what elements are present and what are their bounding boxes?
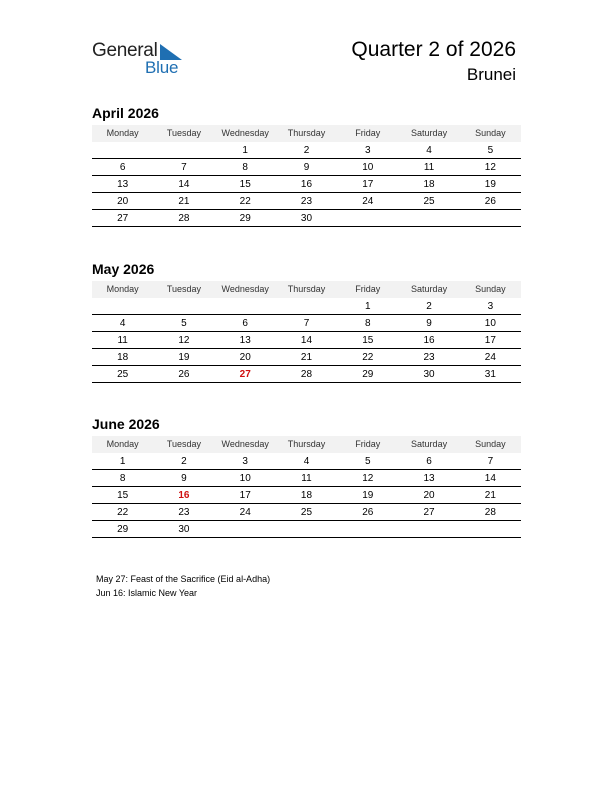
day-cell (460, 210, 521, 227)
day-cell: 2 (426, 301, 432, 312)
day-cell (398, 521, 459, 538)
weekday-label: Sunday (475, 284, 506, 294)
day-cell: 25 (300, 507, 313, 518)
day-cell: 30 (178, 524, 190, 535)
day-cell: 8 (119, 473, 126, 484)
day-cell (337, 521, 398, 538)
day-cell: 14 (484, 473, 496, 484)
day-cell: 2 (303, 145, 310, 156)
week-row (92, 193, 521, 210)
day-cell: 26 (178, 369, 190, 380)
weekday-label: Sunday (475, 128, 506, 138)
month-calendar (92, 414, 521, 538)
day-cell: 18 (117, 352, 129, 363)
day-cell: 21 (484, 490, 496, 501)
month-calendar (92, 103, 521, 227)
weekday-label: Friday (355, 284, 381, 294)
day-cell: 11 (301, 473, 312, 484)
day-cell: 3 (487, 301, 494, 312)
day-cell: 6 (242, 318, 248, 329)
day-cell (215, 298, 276, 315)
day-cell: 3 (365, 145, 371, 156)
day-cell: 10 (484, 318, 496, 329)
day-cell: 5 (365, 456, 371, 467)
day-cell: 24 (362, 196, 374, 207)
day-cell: 6 (426, 456, 432, 467)
generalblue-logo (92, 38, 192, 80)
weekday-label: Tuesday (166, 128, 202, 138)
day-cell: 13 (423, 473, 435, 484)
day-cell: 13 (117, 179, 129, 190)
month-title: June 2026 (92, 416, 160, 432)
week-row (92, 176, 521, 193)
day-cell: 17 (239, 490, 251, 501)
day-cell: 19 (362, 490, 374, 501)
holiday-note: Jun 16: Islamic New Year (96, 588, 198, 598)
week-row (92, 487, 521, 504)
day-cell: 28 (300, 369, 313, 380)
holiday-notes (96, 572, 270, 600)
day-cell: 11 (117, 335, 128, 346)
week-row (92, 366, 521, 383)
logo-blue-text: Blue (145, 58, 179, 77)
day-cell: 9 (181, 473, 187, 484)
day-cell: 9 (303, 162, 310, 173)
day-cell: 26 (484, 196, 496, 207)
week-row (92, 210, 521, 227)
day-cell: 20 (239, 352, 251, 363)
week-row (92, 332, 521, 349)
day-cell (92, 142, 153, 159)
day-cell (276, 298, 337, 315)
day-cell: 3 (242, 456, 248, 467)
day-cell: 4 (119, 318, 126, 329)
week-row (92, 315, 521, 332)
day-cell: 25 (117, 369, 129, 380)
page-title: Quarter 2 of 2026 (351, 38, 516, 61)
day-cell: 29 (117, 524, 129, 535)
day-cell: 30 (423, 369, 435, 380)
day-cell: 27 (239, 369, 251, 380)
day-cell: 15 (117, 490, 129, 501)
day-cell: 22 (239, 196, 251, 207)
day-cell: 17 (484, 335, 496, 346)
day-cell: 31 (484, 369, 496, 380)
day-cell: 28 (178, 213, 190, 224)
day-cell: 18 (423, 179, 435, 190)
day-cell: 27 (423, 507, 435, 518)
day-cell: 28 (484, 507, 496, 518)
day-cell: 14 (300, 335, 313, 346)
month-title: April 2026 (92, 105, 159, 121)
day-cell: 1 (242, 145, 248, 156)
day-cell: 16 (423, 335, 435, 346)
day-cell: 6 (119, 162, 126, 173)
day-cell: 12 (484, 162, 496, 173)
week-row (92, 349, 521, 366)
day-cell: 21 (300, 352, 313, 363)
week-row (92, 142, 521, 159)
day-cell: 16 (178, 490, 190, 501)
month-title: May 2026 (92, 261, 155, 277)
day-cell: 20 (423, 490, 435, 501)
day-cell: 8 (242, 162, 248, 173)
day-cell: 10 (239, 473, 251, 484)
logo-general-text: General (92, 40, 158, 61)
day-cell (337, 210, 398, 227)
day-cell: 27 (117, 213, 129, 224)
day-cell: 13 (239, 335, 251, 346)
day-cell: 19 (484, 179, 496, 190)
weekday-label: Tuesday (166, 284, 202, 294)
day-cell: 15 (239, 179, 251, 190)
day-cell: 23 (423, 352, 435, 363)
weekday-label: Thursday (287, 284, 326, 294)
day-cell: 30 (300, 213, 313, 224)
day-cell: 17 (362, 179, 374, 190)
day-cell: 8 (365, 318, 371, 329)
weekday-header-row (92, 436, 521, 453)
country-name: Brunei (466, 65, 516, 84)
day-cell (92, 298, 153, 315)
weekday-header-row (92, 281, 521, 298)
day-cell: 24 (484, 352, 496, 363)
weekday-label: Thursday (287, 439, 326, 449)
day-cell (276, 521, 337, 538)
day-cell: 29 (239, 213, 251, 224)
day-cell (460, 521, 521, 538)
week-row (92, 453, 521, 470)
weekday-header-row (92, 125, 521, 142)
day-cell: 23 (178, 507, 190, 518)
weekday-label: Monday (106, 439, 139, 449)
day-cell: 1 (119, 456, 126, 467)
day-cell: 5 (487, 145, 494, 156)
day-cell: 7 (181, 162, 187, 173)
weekday-label: Saturday (411, 439, 448, 449)
weekday-label: Thursday (287, 128, 326, 138)
weekday-label: Sunday (475, 439, 506, 449)
day-cell: 15 (362, 335, 374, 346)
weekday-label: Tuesday (166, 439, 202, 449)
weekday-label: Friday (355, 128, 381, 138)
day-cell: 4 (303, 456, 310, 467)
weekday-label: Saturday (411, 284, 448, 294)
day-cell (153, 142, 214, 159)
day-cell: 24 (239, 507, 251, 518)
month-calendar (92, 259, 521, 383)
day-cell (215, 521, 276, 538)
day-cell: 21 (178, 196, 190, 207)
week-row (92, 159, 521, 176)
day-cell: 23 (300, 196, 313, 207)
day-cell (398, 210, 459, 227)
day-cell: 22 (362, 352, 374, 363)
day-cell: 20 (117, 196, 129, 207)
day-cell: 9 (426, 318, 432, 329)
day-cell: 26 (362, 507, 374, 518)
holiday-note: May 27: Feast of the Sacrifice (Eid al-Adha) (96, 574, 271, 584)
day-cell: 4 (426, 145, 432, 156)
day-cell: 7 (487, 456, 494, 467)
week-row (92, 470, 521, 487)
day-cell (153, 298, 214, 315)
day-cell: 18 (300, 490, 313, 501)
day-cell: 14 (178, 179, 190, 190)
weekday-label: Friday (355, 439, 381, 449)
day-cell: 11 (423, 162, 435, 173)
day-cell: 2 (181, 456, 187, 467)
weekday-label: Wednesday (221, 439, 269, 449)
day-cell: 10 (362, 162, 374, 173)
day-cell: 16 (300, 179, 313, 190)
day-cell: 1 (365, 301, 371, 312)
weekday-label: Wednesday (221, 128, 269, 138)
day-cell: 25 (423, 196, 435, 207)
weekday-label: Monday (106, 284, 139, 294)
day-cell: 19 (178, 352, 190, 363)
day-cell: 12 (178, 335, 190, 346)
week-row (92, 504, 521, 521)
week-row (92, 298, 521, 315)
weekday-label: Monday (106, 128, 139, 138)
day-cell: 12 (362, 473, 374, 484)
day-cell: 5 (181, 318, 187, 329)
day-cell: 22 (117, 507, 129, 518)
week-row (92, 521, 521, 538)
day-cell: 29 (362, 369, 374, 380)
day-cell: 7 (303, 318, 310, 329)
weekday-label: Saturday (411, 128, 448, 138)
weekday-label: Wednesday (221, 284, 269, 294)
